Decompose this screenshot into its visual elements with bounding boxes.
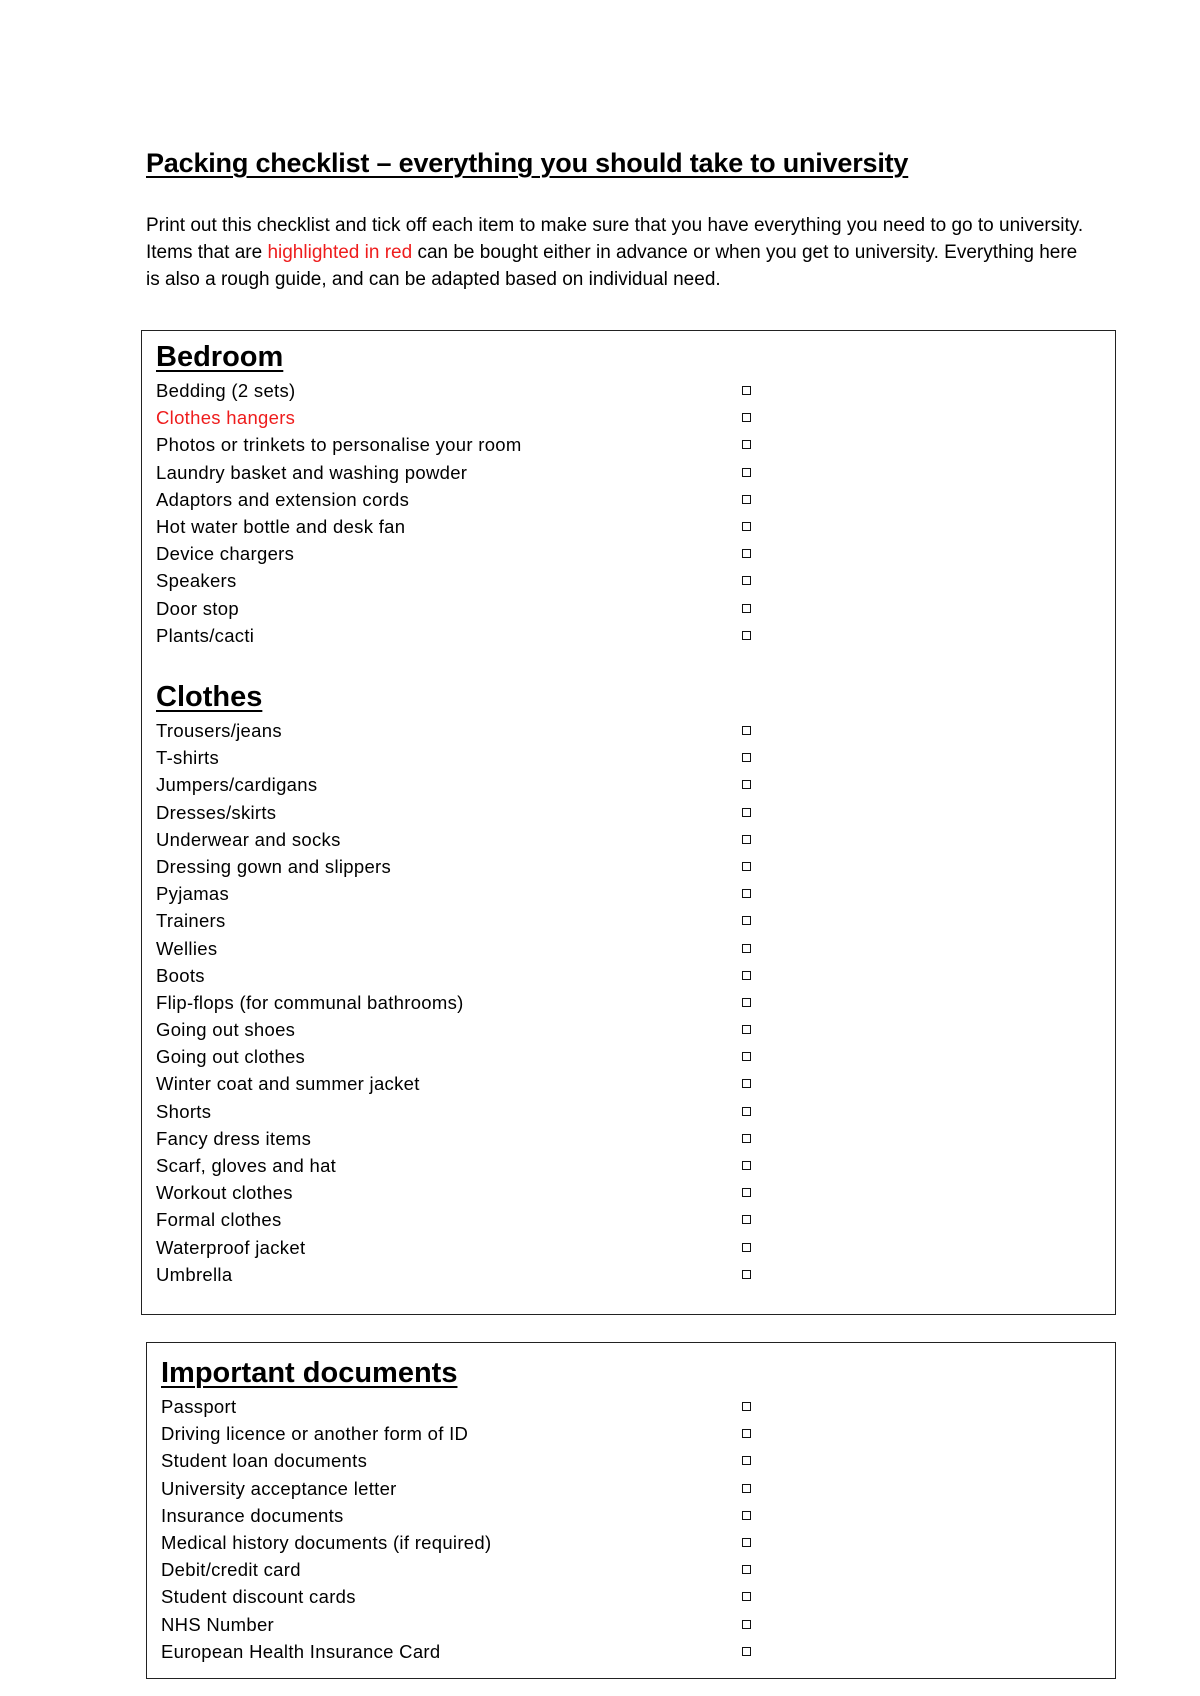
checklist-item-label: Winter coat and summer jacket — [156, 1073, 420, 1095]
checkbox-icon[interactable] — [742, 1647, 751, 1656]
checkbox-icon[interactable] — [742, 1565, 751, 1574]
checklist-item-label: Student loan documents — [161, 1450, 368, 1472]
checklist-item — [161, 1556, 1115, 1583]
checklist-item-label: Flip-flops (for communal bathrooms) — [156, 991, 464, 1013]
checklist-item-label: Driving licence or another form of ID — [161, 1423, 469, 1445]
checklist-item-label: Scarf, gloves and hat — [156, 1155, 337, 1176]
checklist-item-label: Device chargers — [156, 543, 295, 565]
checkbox-icon[interactable] — [742, 522, 751, 531]
checkbox-icon[interactable] — [742, 1620, 751, 1629]
checklist-item-label: Going out shoes — [156, 1019, 296, 1041]
section-heading-clothes: Clothes — [156, 681, 263, 713]
checklist-item-label: Shorts — [156, 1100, 212, 1122]
checklist-item — [161, 1502, 1115, 1529]
checklist-item — [156, 567, 1115, 594]
checkbox-icon[interactable] — [742, 1592, 751, 1601]
checklist-item-label: Underwear and socks — [156, 828, 341, 850]
checklist-item-label: Umbrella — [156, 1263, 233, 1285]
checkbox-icon[interactable] — [742, 1188, 751, 1197]
checklist-item-label: Passport — [161, 1396, 237, 1417]
checklist-item-label: Medical history documents (if required) — [161, 1531, 492, 1553]
checkbox-icon[interactable] — [742, 808, 751, 817]
section-heading-bedroom: Bedroom — [156, 341, 284, 373]
checklist-item — [156, 1152, 1115, 1179]
checkbox-icon[interactable] — [742, 440, 751, 449]
checkbox-icon[interactable] — [742, 1215, 751, 1224]
checklist-item-label: Boots — [156, 964, 205, 986]
checklist-item — [156, 1206, 1115, 1233]
checklist-item-label: Pyjamas — [156, 883, 230, 905]
checklist-item — [156, 377, 1115, 404]
section-clothes — [156, 679, 1115, 1288]
checklist-item-label: Fancy dress items — [156, 1127, 312, 1149]
checklist-item — [156, 962, 1115, 989]
checklist-item-label: Insurance documents — [161, 1504, 344, 1526]
checkbox-icon[interactable] — [742, 386, 751, 395]
checklist-item — [156, 513, 1115, 540]
checklist-item-label: Formal clothes — [156, 1209, 282, 1231]
checkbox-icon[interactable] — [742, 604, 751, 613]
checklist-item — [156, 1234, 1115, 1261]
checklist-item-label: NHS Number — [161, 1613, 274, 1635]
checklist-box-bedroom-clothes — [141, 330, 1116, 1315]
checklist-item-label: Trainers — [156, 910, 226, 932]
checklist-item — [156, 540, 1115, 567]
checklist-item-label: Waterproof jacket — [156, 1236, 306, 1258]
checkbox-icon[interactable] — [742, 1456, 751, 1465]
checkbox-icon[interactable] — [742, 780, 751, 789]
checklist-item — [161, 1529, 1115, 1556]
checkbox-icon[interactable] — [742, 1484, 751, 1493]
checkbox-icon[interactable] — [742, 468, 751, 477]
checklist-clothes — [156, 717, 1115, 1288]
checklist-item — [156, 1098, 1115, 1125]
checklist-item-label: Jumpers/cardigans — [156, 774, 318, 796]
checklist-item — [161, 1611, 1115, 1638]
section-heading-documents: Important documents — [161, 1357, 458, 1389]
checkbox-icon[interactable] — [742, 495, 751, 504]
checklist-item-label: Trousers/jeans — [156, 720, 282, 741]
checklist-item-label: T-shirts — [156, 747, 220, 769]
checklist-item — [156, 853, 1115, 880]
checklist-box-documents — [146, 1342, 1116, 1679]
checklist-item — [156, 907, 1115, 934]
checklist-item-label: Plants/cacti — [156, 624, 255, 646]
checklist-item — [161, 1447, 1115, 1474]
checklist-item — [156, 1125, 1115, 1152]
page-title: Packing checklist – everything you should take to university — [146, 148, 909, 178]
checkbox-icon[interactable] — [742, 1429, 751, 1438]
checklist-item-label: European Health Insurance Card — [161, 1640, 441, 1662]
checklist-item — [161, 1393, 1115, 1420]
checkbox-icon[interactable] — [742, 726, 751, 735]
intro-text: Print out this checklist and tick off each item to make sure that you have everything you need to go to university. Items that are — [146, 215, 1084, 263]
checkbox-icon[interactable] — [742, 862, 751, 871]
checklist-item — [156, 1261, 1115, 1288]
checklist-item — [156, 595, 1115, 622]
checkbox-icon[interactable] — [742, 889, 751, 898]
checklist-item — [156, 459, 1115, 486]
checklist-item — [156, 799, 1115, 826]
checklist-documents — [161, 1393, 1115, 1665]
checklist-item — [156, 935, 1115, 962]
intro-text-end: can be bought either in advance or when you get to university. Everything here is also a rough guide, and can be adapted based on individual need. — [146, 242, 1078, 290]
checklist-item — [161, 1638, 1115, 1665]
checkbox-icon[interactable] — [742, 1052, 751, 1061]
checkbox-icon[interactable] — [742, 413, 751, 422]
checklist-item-label: Dresses/skirts — [156, 801, 277, 823]
checkbox-icon[interactable] — [742, 753, 751, 762]
checkbox-icon[interactable] — [742, 1161, 751, 1170]
checklist-item — [161, 1420, 1115, 1447]
checklist-item — [156, 989, 1115, 1016]
checklist-item-label: Door stop — [156, 597, 239, 619]
checkbox-icon[interactable] — [742, 1243, 751, 1252]
checklist-item — [156, 622, 1115, 649]
checkbox-icon[interactable] — [742, 549, 751, 558]
checklist-item-label: Speakers — [156, 570, 237, 592]
checkbox-icon[interactable] — [742, 998, 751, 1007]
intro-paragraph — [146, 212, 1086, 293]
checklist-item — [156, 1043, 1115, 1070]
checklist-item — [156, 826, 1115, 853]
checklist-item — [156, 771, 1115, 798]
checklist-item — [156, 880, 1115, 907]
checkbox-icon[interactable] — [742, 944, 751, 953]
checkbox-icon[interactable] — [742, 835, 751, 844]
intro-highlight: highlighted in red — [267, 242, 413, 263]
checklist-item-label: Laundry basket and washing powder — [156, 461, 468, 483]
checklist-item-label: Workout clothes — [156, 1182, 293, 1204]
checklist-item-label: Student discount cards — [161, 1586, 356, 1608]
checklist-item — [156, 1179, 1115, 1206]
checklist-item-label: Dressing gown and slippers — [156, 855, 392, 877]
checklist-bedroom — [156, 377, 1115, 649]
checklist-item-label: Wellies — [156, 937, 218, 959]
checklist-item-label: Photos or trinkets to personalise your room — [156, 434, 522, 456]
checkbox-icon[interactable] — [742, 1511, 751, 1520]
checkbox-icon[interactable] — [742, 916, 751, 925]
checklist-item — [156, 431, 1115, 458]
checklist-item — [161, 1475, 1115, 1502]
checkbox-icon[interactable] — [742, 1538, 751, 1547]
checklist-item-label: University acceptance letter — [161, 1477, 397, 1499]
checklist-item — [156, 404, 1115, 431]
checkbox-icon[interactable] — [742, 1025, 751, 1034]
checklist-item-label: Going out clothes — [156, 1046, 306, 1068]
checklist-item — [156, 1016, 1115, 1043]
section-documents — [161, 1355, 1115, 1665]
checkbox-icon[interactable] — [742, 1107, 751, 1116]
checklist-item-label: Adaptors and extension cords — [156, 488, 410, 510]
checkbox-icon[interactable] — [742, 1270, 751, 1279]
checkbox-icon[interactable] — [742, 1079, 751, 1088]
checklist-item-label: Bedding (2 sets) — [156, 380, 296, 401]
checklist-item-label: Debit/credit card — [161, 1559, 301, 1581]
checkbox-icon[interactable] — [742, 971, 751, 980]
checklist-item-label: Hot water bottle and desk fan — [156, 515, 406, 537]
checklist-item — [156, 744, 1115, 771]
checklist-item — [161, 1583, 1115, 1610]
checkbox-icon[interactable] — [742, 576, 751, 585]
checklist-item — [156, 1070, 1115, 1097]
checkbox-icon[interactable] — [742, 1134, 751, 1143]
checkbox-icon[interactable] — [742, 1402, 751, 1411]
checklist-item-label: Clothes hangers — [156, 407, 296, 429]
checklist-item — [156, 717, 1115, 744]
checklist-item — [156, 486, 1115, 513]
section-bedroom — [156, 339, 1115, 649]
checkbox-icon[interactable] — [742, 631, 751, 640]
